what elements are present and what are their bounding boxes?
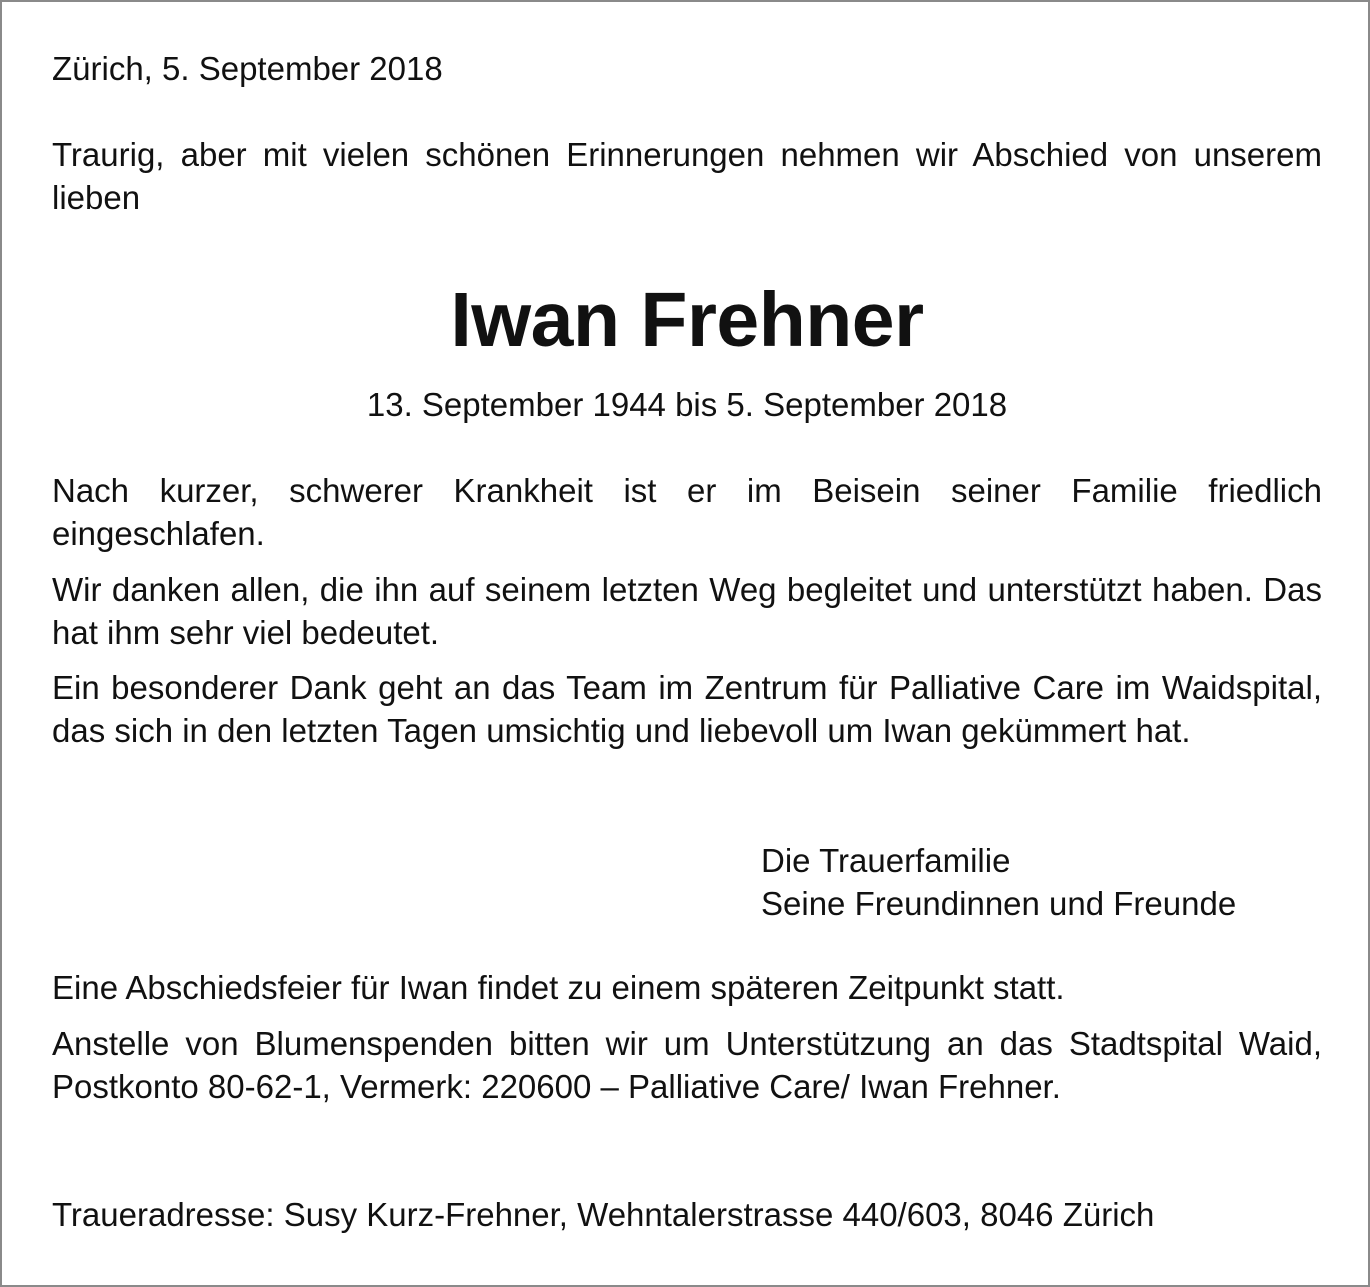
paragraph-illness: Nach kurzer, schwerer Krankheit ist er im Beisein seiner Familie friedlich eingeschlafen. [52,472,1322,552]
life-dates: 13. September 1944 bis 5. September 2018 [366,386,1008,423]
signature-family: Die Trauerfamilie [761,842,1011,879]
intro-text: Traurig, aber mit vielen schönen Erinnerungen nehmen wir Abschied von unserem lieben [52,136,1322,216]
deceased-name: Iwan Frehner [450,277,924,363]
signature-friends: Seine Freundinnen und Freunde [761,885,1237,922]
signature-block [761,839,1236,925]
donation-text: Anstelle von Blumenspenden bitten wir um Unterstützung an das Stadtspital Waid, Postkonto 80-62-1, Vermerk: 220600 – Palliative Care/ Iwan Frehner. [52,1025,1322,1105]
place-date: Zürich, 5. September 2018 [52,50,443,87]
mourning-address: Traueradresse: Susy Kurz-Frehner, Wehntalerstrasse 440/603, 8046 Zürich [52,1196,1155,1233]
paragraph-special-thanks: Ein besonderer Dank geht an das Team im Zentrum für Palliative Care im Waidspital, das sich in den letzten Tagen umsichtig und liebevoll um Iwan gekümmert hat. [52,669,1322,749]
farewell-text: Eine Abschiedsfeier für Iwan findet zu einem späteren Zeitpunkt statt. [52,969,1065,1006]
paragraph-thanks: Wir danken allen, die ihn auf seinem letzten Weg begleitet und unterstützt haben. Das hat ihm sehr viel bedeutet. [52,571,1322,651]
